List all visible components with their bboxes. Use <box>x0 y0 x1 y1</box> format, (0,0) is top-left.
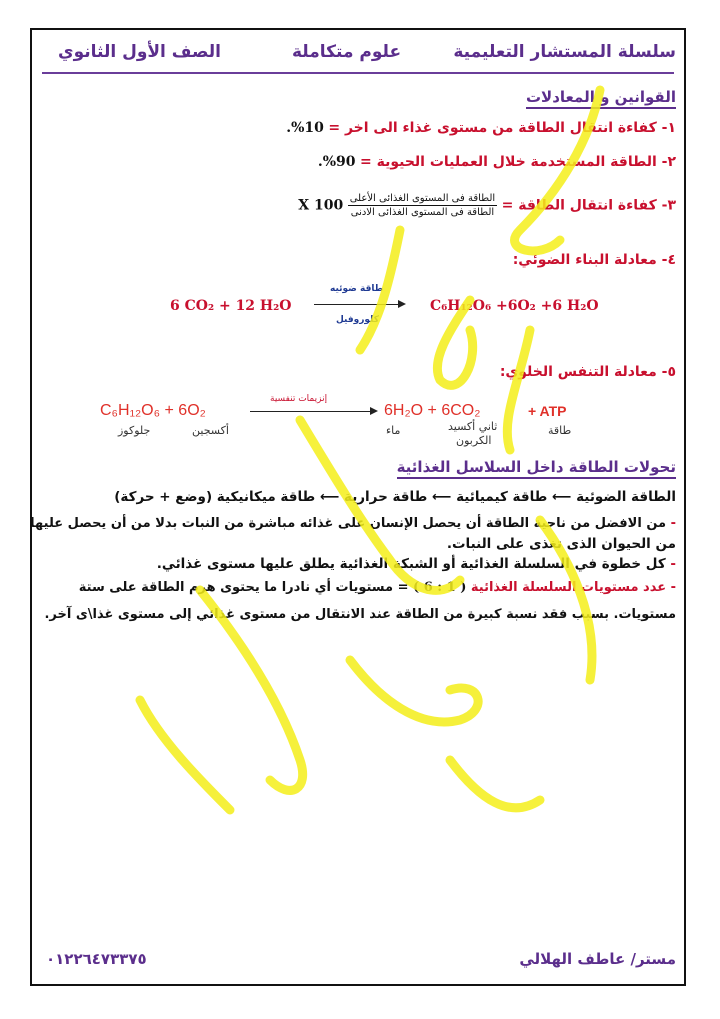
bullet-dash: - <box>666 516 676 531</box>
flow-arrow-icon: ⟵ <box>547 489 572 505</box>
food-chain-levels-ratio: = ( 6 : 1 ) <box>397 580 467 595</box>
label-co2-line1: ثاني أكسيد <box>448 420 498 433</box>
paragraph-2-text: كل خطوة في السلسلة الغذائية أو الشبكة الغذائية يطلق عليها مستوى غذائي. <box>156 556 666 572</box>
law-3-factor: X 100 <box>298 197 344 214</box>
energy-flow <box>114 489 676 505</box>
label-glucose: جلوكوز <box>118 424 151 437</box>
law-3-label: ٣- كفاءة انتقال الطاقة = <box>501 197 676 214</box>
flow-arrow-icon: ⟵ <box>427 489 452 505</box>
law-5 <box>500 364 676 380</box>
flow-thermal: طاقة حرارية <box>344 489 428 505</box>
respiration-products: 6H₂O + 6CO₂ <box>384 402 481 419</box>
label-water: ماء <box>386 424 401 437</box>
paragraph-1-line-2: من الحيوان الذى تغذى على النبات. <box>446 536 676 552</box>
flow-light: الطاقة الضوئية <box>576 489 676 505</box>
subject-title: علوم متكاملة <box>292 42 402 62</box>
grade-title: الصف الأول الثانوي <box>58 42 222 62</box>
header-divider <box>42 72 674 74</box>
respiration-condition: إنزيمات تنفسية <box>270 394 328 404</box>
paragraph-1-text: من الافضل من ناحية الطاقة أن يحصل الإنسان على غذائه مباشرة من النبات بدلا من أن يحصل عليها <box>30 516 667 531</box>
photosynthesis-products: C₆H₁₂O₆ +6O₂ +6 H₂O <box>430 298 599 314</box>
photosynthesis-condition-light: طاقة ضوئيه <box>330 284 384 294</box>
bullet-dash: - <box>666 580 676 595</box>
paragraph-3-line-1 <box>79 580 676 595</box>
paragraph-2 <box>157 556 676 572</box>
law-3-denominator: الطاقة فى المستوى الغذائى الادنى <box>350 207 495 218</box>
law-4-label: ٤- معادلة البناء الضوئي: <box>512 252 676 268</box>
page-border <box>30 28 686 986</box>
law-1-label: ١- كفاءة انتقال الطاقة من مستوى غذاء الى اخر = <box>328 120 676 136</box>
laws-section-title: القوانين و المعادلات <box>526 88 676 109</box>
law-1-value: 10%. <box>286 120 324 136</box>
law-2 <box>318 154 676 170</box>
respiration-arrowhead <box>370 407 378 415</box>
law-5-label: ٥- معادلة التنفس الخلوي: <box>499 364 676 380</box>
chains-section-title: تحولات الطاقة داخل السلاسل الغذائية <box>397 458 676 479</box>
flow-chemical: طاقة كيميائية <box>456 489 548 505</box>
label-co2-line2: الكربون <box>456 434 492 447</box>
food-chain-levels-label: عدد مستويات السلسلة الغذائية <box>470 580 667 595</box>
law-3-numerator: الطاقة فى المستوى الغذائى الأعلى <box>349 193 496 204</box>
law-2-value: 90%. <box>317 154 356 170</box>
label-energy: طاقة <box>548 424 572 437</box>
law-1 <box>286 120 676 136</box>
respiration-reactants: C₆H₁₂O₆ + 6O₂ <box>100 402 206 419</box>
flow-mechanical: طاقة ميكانيكية (وضع + حركة) <box>114 489 316 505</box>
law-3-fraction <box>348 193 497 218</box>
photosynthesis-arrowhead <box>398 300 406 308</box>
bullet-dash: - <box>665 556 676 572</box>
law-3 <box>298 193 676 218</box>
photosynthesis-condition-chlorophyll: كلوروفيل <box>336 315 379 325</box>
law-2-label: ٢- الطاقة المستخدمة خلال العمليات الحيوية = <box>359 154 676 170</box>
paragraph-1-line-1 <box>30 516 676 531</box>
label-oxygen: أكسجين <box>192 424 229 437</box>
flow-arrow-icon: ⟵ <box>315 489 340 505</box>
photosynthesis-reactants: 6 CO₂ + 12 H₂O <box>170 298 292 314</box>
paragraph-3-line-2: مستويات. بسبب فقد نسبة كبيرة من الطاقة عند الانتقال من مستوى غذائي إلى مستوى غذا\ى آخر. <box>44 607 676 622</box>
respiration-arrow <box>250 411 372 412</box>
teacher-name: مستر/ عاطف الهلالي <box>519 950 676 968</box>
law-4 <box>513 252 676 268</box>
series-title: سلسلة المستشار التعليمية <box>453 42 676 62</box>
phone-number: ٠١٢٢٦٤٧٣٣٧٥ <box>46 950 147 968</box>
respiration-atp: + ATP <box>528 403 567 419</box>
paragraph-3-text: مستويات أي نادرا ما يحتوى هرم الطاقة على ستة <box>78 580 394 595</box>
photosynthesis-arrow <box>314 304 400 305</box>
